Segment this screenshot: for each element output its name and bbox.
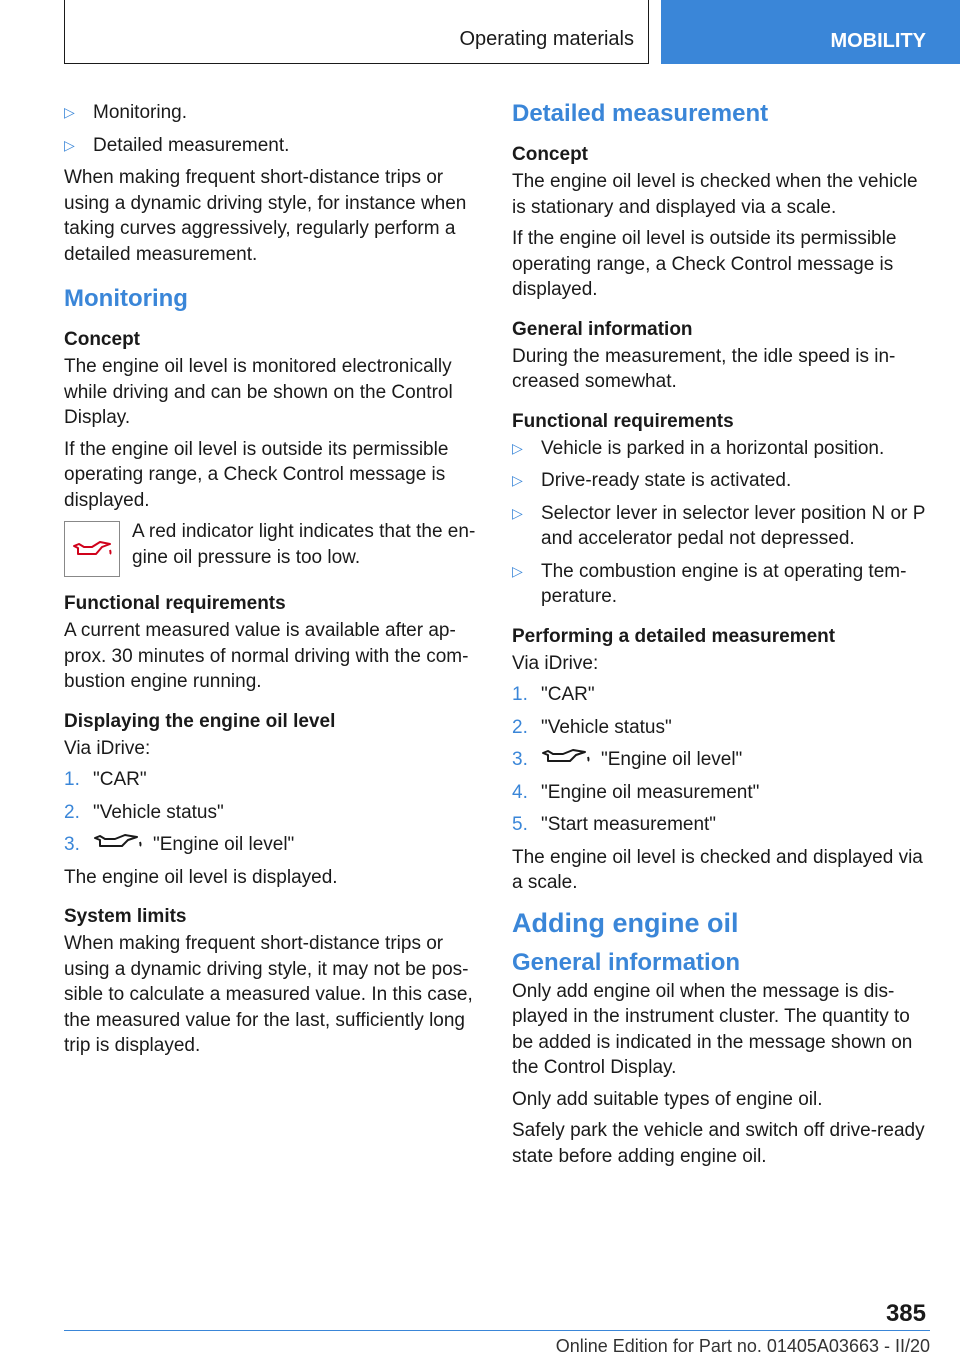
triangle-bullet-icon: ▷ [512,562,523,579]
system-limits-paragraph: When making frequent short-distance trips or using a dynamic driving style, it may not be possible to calculate a measured value. In this case, the measured value for the last, sufficiently long trip is displayed. [64,933,473,1057]
oil-pressure-warning-icon [64,521,120,577]
concept-paragraph: The engine oil level is monitored electronically while driving and can be shown on the Control Display. [64,356,453,428]
list-item: ▷ Vehicle is parked in a horizontal position. [512,436,930,462]
list-item: ▷ Drive-ready state is activated. [512,468,930,494]
triangle-bullet-icon: ▷ [512,439,523,456]
list-item: 2. "Vehicle status" [64,801,224,823]
functional-requirements-heading: Functional requirements [512,410,734,432]
functional-requirements-paragraph: A current measured value is available after approx. 30 minutes of normal driving with the combustion engine running. [64,620,469,692]
measurement-steps [512,682,930,838]
display-result: The engine oil level is displayed. [64,866,338,888]
triangle-bullet-icon: ▷ [512,472,523,488]
concept-paragraph: If the engine oil level is outside its permissible operating range, a Check Control message is displayed. [512,228,897,300]
intro-paragraph: When making frequent short-distance trips or using a dynamic driving style, for instance when taking curves aggressively, regularly perform a detailed measurement. [64,167,467,265]
general-information-heading: General information [512,318,693,340]
system-limits-heading: System limits [64,906,187,928]
list-item: 4. "Engine oil measurement" [512,781,760,803]
indicator-note [64,519,479,577]
list-item: 3. "Engine oil level" [64,832,479,858]
functional-requirements-list [512,436,930,610]
display-steps [64,767,479,858]
concept-paragraph: If the engine oil level is outside its permissible operating range, a Check Control message is displayed. [64,438,449,511]
footer-rule [64,1330,930,1331]
concept-heading: Concept [512,144,588,165]
list-item: ▷ Selector lever in selector lever position N or P and accelerator pedal not depressed. [512,502,926,549]
edition-footer: Online Edition for Part no. 01405A03663 - II/20 [555,1336,930,1356]
oil-can-icon [541,747,593,773]
via-idrive: Via iDrive: [512,652,599,674]
concept-heading: Concept [64,329,140,350]
chapter-tab-label: MOBILITY [830,30,926,52]
monitoring-heading: Monitoring [64,285,188,312]
list-item: 3. "Engine oil level" [512,747,930,773]
detailed-measurement-heading: Detailed measurement [512,100,769,127]
adding-paragraph: Safely park the vehicle and switch off drive-ready state before adding engine oil. [512,1120,925,1167]
adding-engine-oil-heading: Adding engine oil [512,907,739,938]
triangle-bullet-icon: ▷ [512,504,523,521]
perform-measurement-heading: Performing a detailed measurement [512,625,836,647]
intro-bullets [64,100,479,158]
list-item: ▷ The combustion engine is at operating temperature. [512,560,907,607]
concept-paragraph: The engine oil level is checked when the vehicle is stationary and displayed via a scale. [512,171,918,218]
general-information-paragraph: During the measurement, the idle speed is increased somewhat. [512,345,896,392]
list-item: 5. "Start measurement" [512,814,717,836]
list-item: 2. "Vehicle status" [512,716,672,738]
section-title: Operating materials [459,28,634,50]
right-column [512,100,930,1175]
display-oil-level-heading: Displaying the engine oil level [64,710,336,732]
adding-paragraph: Only add engine oil when the message is displayed in the instrument cluster. The quantity to be added is indicated in the message shown on the Control Display. [512,980,913,1079]
measurement-result: The engine oil level is checked and displayed via a scale. [512,846,923,894]
list-item: 1. "CAR" [64,769,147,790]
list-item: ▷ Detailed measurement. [64,133,479,159]
chapter-tab[interactable] [661,0,960,64]
list-item: ▷ Monitoring. [64,100,479,126]
adding-paragraph: Only add suitable types of engine oil. [512,1088,823,1110]
triangle-bullet-icon: ▷ [64,136,75,153]
list-item: 1. "CAR" [512,684,595,705]
functional-requirements-heading: Functional requirements [64,593,286,614]
indicator-text: A red indicator light indicates that the engine oil pressure is too low. [132,521,476,568]
left-column [64,100,479,1065]
general-information-heading: General information [512,948,741,976]
triangle-bullet-icon: ▷ [64,104,75,120]
oil-can-icon [93,832,145,858]
page-number: 385 [885,1300,926,1327]
via-idrive: Via iDrive: [64,737,151,759]
